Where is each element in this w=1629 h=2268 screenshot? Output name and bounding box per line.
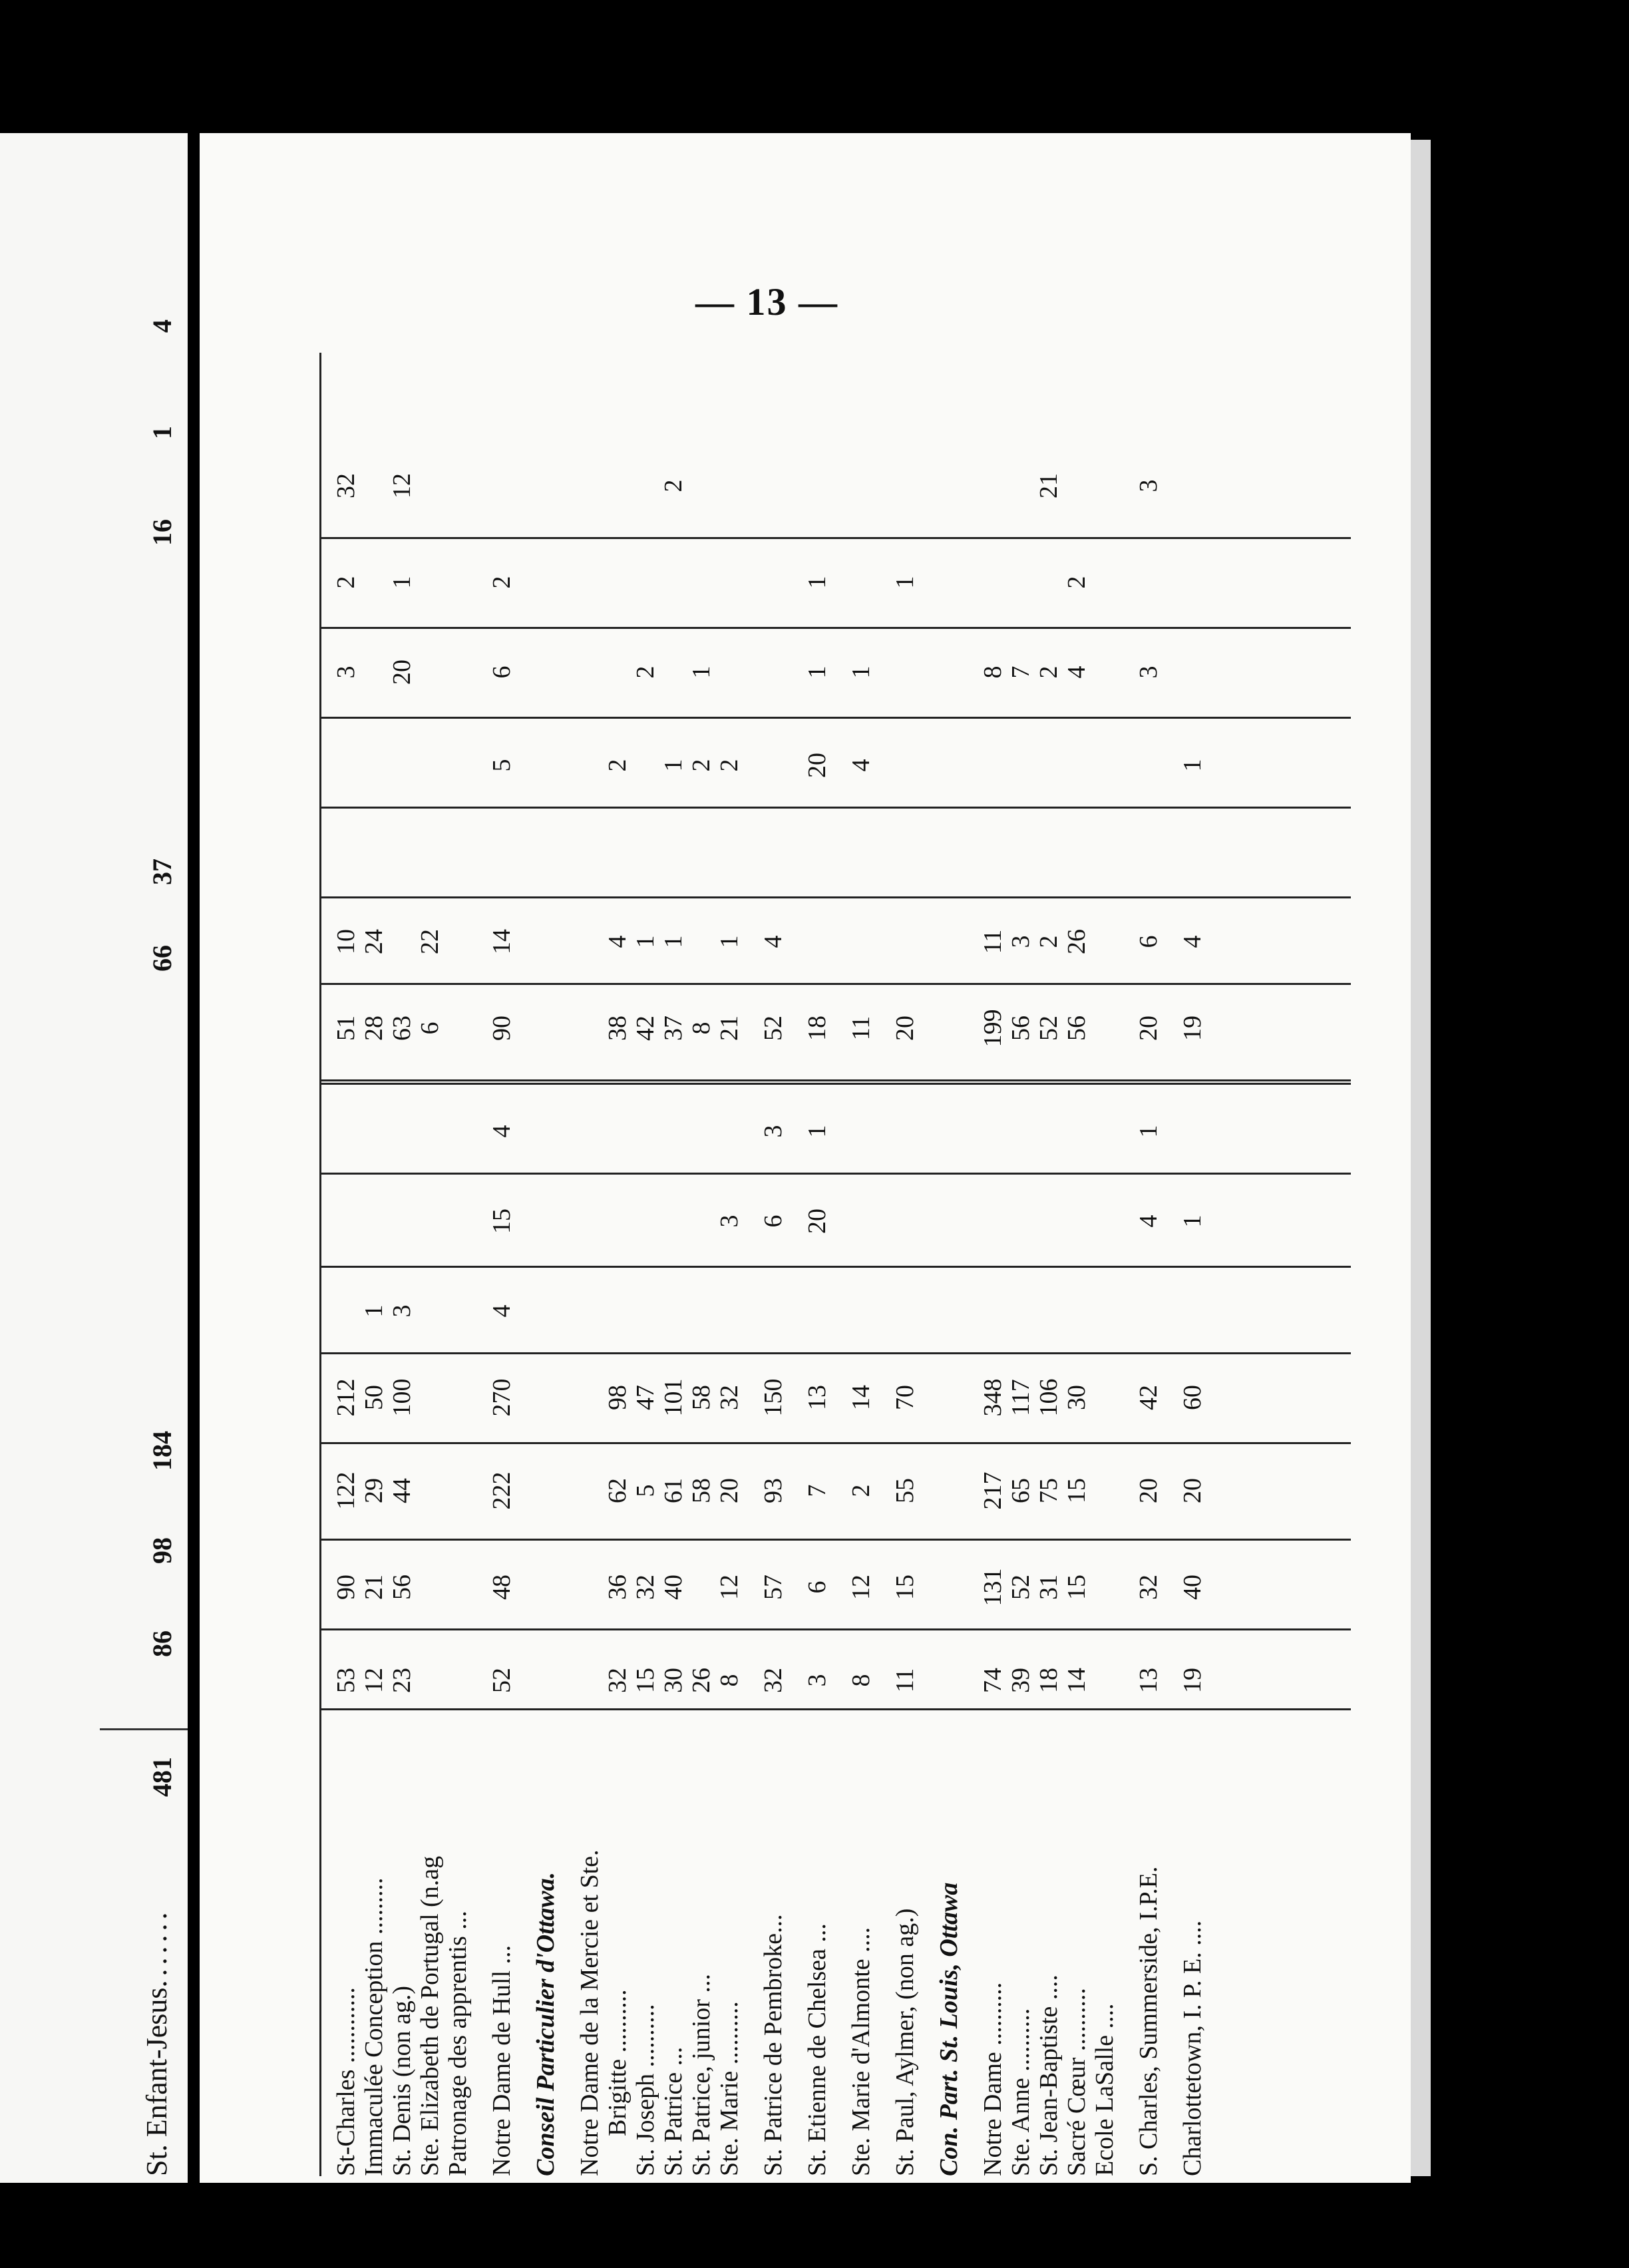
table-row	[980, 353, 1006, 2176]
table-cell: 28	[360, 1016, 388, 1041]
table-cell: 58	[687, 1385, 715, 1410]
table-cell: 52	[1035, 1016, 1063, 1041]
table-cell: 2	[632, 665, 659, 679]
table-cell: 32	[759, 1668, 787, 1693]
table-cell: 2	[715, 759, 743, 772]
table-cell: 20	[803, 1209, 831, 1234]
table-cell: 61	[659, 1478, 687, 1503]
row-label: Ste. Elizabeth de Portugal (n.ag	[416, 1855, 444, 2176]
table-cell: 12	[360, 1668, 388, 1693]
table-cell: 270	[488, 1378, 516, 1417]
table-cell: 12	[388, 473, 416, 498]
table-cell: 51	[332, 1016, 360, 1041]
table-cell: 6	[416, 1022, 444, 1035]
table-cell: 7	[1007, 665, 1035, 679]
table-cell: 8	[979, 665, 1007, 679]
table-row	[660, 353, 687, 2176]
table-cell: 55	[891, 1478, 919, 1503]
table-cell: 1	[659, 759, 687, 772]
table-cell: 56	[1063, 1016, 1091, 1041]
left-entry-label: St. Enfant-Jesus	[140, 1987, 173, 2176]
table-cell: 100	[388, 1378, 416, 1417]
table-cell: 58	[687, 1478, 715, 1503]
statistics-table	[319, 353, 1351, 2176]
section-header-row	[532, 353, 559, 2176]
row-label: Sacré Cœur ..........	[1063, 1988, 1091, 2176]
table-cell: 3	[803, 1674, 831, 1687]
table-cell: 75	[1035, 1478, 1063, 1503]
table-cell: 37	[659, 1016, 687, 1041]
table-cell: 32	[715, 1385, 743, 1410]
row-label: S. Charles, Summerside, I.P.E.	[1135, 1866, 1163, 2176]
row-label: Notre Dame de la Mercie et Ste.	[576, 1849, 604, 2176]
table-cell: 212	[332, 1378, 360, 1417]
table-cell: 1	[632, 935, 659, 948]
table-cell: 26	[1063, 929, 1091, 954]
table-cell: 1	[1178, 759, 1206, 772]
table-cell: 1	[687, 665, 715, 679]
table-cell: 42	[1135, 1385, 1163, 1410]
left-page-entry	[140, 1908, 174, 2176]
table-cell: 1	[388, 576, 416, 589]
table-cell: 20	[803, 753, 831, 778]
table-cell: 2	[659, 479, 687, 492]
table-cell: 4	[1063, 665, 1091, 679]
table-cell: 42	[632, 1016, 659, 1041]
table-cell: 8	[687, 1022, 715, 1035]
table-cell: 52	[1007, 1575, 1035, 1600]
table-row	[1035, 353, 1062, 2176]
table-cell: 90	[332, 1575, 360, 1600]
left-page-number: 1	[147, 426, 177, 439]
row-label: Immaculée Conception .........	[360, 1877, 388, 2176]
table-cell: 4	[759, 935, 787, 948]
table-cell: 47	[632, 1385, 659, 1410]
table-cell: 21	[715, 1016, 743, 1041]
table-cell: 14	[847, 1385, 875, 1410]
table-cell: 20	[891, 1016, 919, 1041]
table-cell: 24	[360, 929, 388, 954]
table-cell: 2	[1035, 935, 1063, 948]
left-page-number: 98	[147, 1537, 177, 1564]
table-cell: 23	[388, 1668, 416, 1693]
table-row	[1063, 353, 1090, 2176]
section-header-row	[936, 353, 962, 2176]
table-cell: 48	[488, 1575, 516, 1600]
table-cell: 4	[488, 1304, 516, 1318]
table-cell: 21	[360, 1575, 388, 1600]
table-cell: 14	[1063, 1668, 1091, 1693]
table-cell: 20	[1135, 1016, 1163, 1041]
left-page-number: 66	[147, 945, 177, 972]
table-cell: 60	[1178, 1385, 1206, 1410]
table-cell: 7	[803, 1484, 831, 1497]
table-cell: 3	[715, 1215, 743, 1228]
table-row	[333, 353, 359, 2176]
table-cell: 1	[659, 935, 687, 948]
table-row	[716, 353, 743, 2176]
table-cell: 40	[1178, 1575, 1206, 1600]
table-cell: 15	[1063, 1575, 1091, 1600]
table-cell: 5	[488, 759, 516, 772]
table-cell: 50	[360, 1385, 388, 1410]
table-cell: 44	[388, 1478, 416, 1503]
table-cell: 14	[488, 929, 516, 954]
table-cell: 217	[979, 1471, 1007, 1510]
table-row	[688, 353, 715, 2176]
statistics-table-body	[319, 353, 1351, 2176]
table-cell: 36	[604, 1575, 632, 1600]
table-cell: 2	[1035, 665, 1063, 679]
row-label: Notre Dame ..........	[979, 1982, 1007, 2176]
row-label: Ste. Marie d'Almonte ....	[847, 1927, 875, 2176]
table-row	[604, 353, 631, 2176]
table-top-rule	[319, 353, 321, 2176]
table-cell: 29	[360, 1478, 388, 1503]
table-row	[1091, 353, 1118, 2176]
table-cell: 3	[1007, 935, 1035, 948]
table-row	[1007, 353, 1034, 2176]
table-cell: 63	[388, 1016, 416, 1041]
table-cell: 2	[488, 576, 516, 589]
table-cell: 12	[847, 1575, 875, 1600]
row-label: Conseil Particulier d'Ottawa.	[532, 1871, 560, 2176]
row-label: Ste. Marie ..........	[715, 2001, 743, 2176]
table-cell: 4	[847, 759, 875, 772]
table-cell: 1	[1135, 1125, 1163, 1138]
table-cell: 6	[488, 665, 516, 679]
table-cell: 3	[1135, 479, 1163, 492]
table-cell: 19	[1178, 1668, 1206, 1693]
table-cell: 38	[604, 1016, 632, 1041]
table-cell: 62	[604, 1478, 632, 1503]
table-cell: 20	[1135, 1478, 1163, 1503]
table-row	[361, 353, 387, 2176]
table-cell: 18	[1035, 1668, 1063, 1693]
table-cell: 6	[759, 1215, 787, 1228]
table-cell: 1	[803, 665, 831, 679]
left-page-fragment	[0, 133, 188, 2183]
table-cell: 2	[687, 759, 715, 772]
table-cell: 11	[891, 1668, 919, 1693]
row-label: St. Denis (non ag.)	[388, 1985, 416, 2176]
table-cell: 3	[388, 1304, 416, 1318]
table-row	[576, 353, 603, 2176]
table-cell: 1	[803, 576, 831, 589]
table-cell: 15	[488, 1209, 516, 1234]
table-cell: 93	[759, 1478, 787, 1503]
left-page-rule	[100, 1728, 188, 1730]
table-cell: 18	[803, 1016, 831, 1041]
row-label: St. Joseph ..........	[632, 2004, 659, 2176]
table-cell: 20	[388, 660, 416, 685]
table-cell: 21	[1035, 473, 1063, 498]
table-cell: 222	[488, 1471, 516, 1510]
table-cell: 98	[604, 1385, 632, 1410]
table-cell: 15	[632, 1668, 659, 1693]
table-cell: 11	[979, 929, 1007, 954]
table-cell: 56	[388, 1575, 416, 1600]
row-label: Notre Dame de Hull ...	[488, 1945, 516, 2176]
table-row	[1135, 353, 1162, 2176]
table-cell: 1	[715, 935, 743, 948]
table-cell: 19	[1178, 1016, 1206, 1041]
table-row	[1179, 353, 1206, 2176]
table-cell: 30	[659, 1668, 687, 1693]
row-label: St. Patrice ...	[659, 2046, 687, 2176]
table-cell: 20	[715, 1478, 743, 1503]
row-label: St. Patrice, junior ...	[687, 1974, 715, 2176]
row-label: St. Paul, Aylmer, (non ag.)	[891, 1908, 919, 2176]
table-cell: 4	[488, 1125, 516, 1138]
table-cell: 4	[1178, 935, 1206, 948]
table-row	[848, 353, 874, 2176]
table-cell: 101	[659, 1378, 687, 1417]
table-cell: 3	[759, 1125, 787, 1138]
left-page-number: 86	[147, 1630, 177, 1657]
table-cell: 40	[659, 1575, 687, 1600]
table-cell: 10	[332, 929, 360, 954]
table-cell: 32	[604, 1668, 632, 1693]
table-cell: 15	[891, 1575, 919, 1600]
table-cell: 8	[715, 1674, 743, 1687]
table-cell: 3	[332, 665, 360, 679]
row-label: Ste. Anne ..........	[1007, 2008, 1035, 2176]
table-row	[488, 353, 515, 2176]
table-cell: 6	[803, 1581, 831, 1594]
table-cell: 5	[632, 1484, 659, 1497]
left-page-number: 184	[147, 1431, 177, 1471]
table-cell: 13	[803, 1385, 831, 1410]
table-cell: 348	[979, 1378, 1007, 1417]
table-cell: 2	[1063, 576, 1091, 589]
table-cell: 1	[803, 1125, 831, 1138]
table-cell: 74	[979, 1668, 1007, 1693]
row-label: Charlottetown, I. P. E. ....	[1178, 1920, 1206, 2176]
table-row	[892, 353, 918, 2176]
row-label: Con. Part. St. Louis, Ottawa	[935, 1882, 963, 2176]
page-edge	[1411, 140, 1431, 2176]
left-page-number: 16	[147, 519, 177, 546]
table-cell: 32	[332, 473, 360, 498]
table-cell: 3	[1135, 665, 1163, 679]
table-cell: 150	[759, 1378, 787, 1417]
table-cell: 65	[1007, 1478, 1035, 1503]
table-cell: 53	[332, 1668, 360, 1693]
table-cell: 13	[1135, 1668, 1163, 1693]
table-row	[632, 353, 659, 2176]
table-cell: 4	[1135, 1215, 1163, 1228]
table-cell: 1	[360, 1304, 388, 1318]
table-cell: 56	[1007, 1016, 1035, 1041]
table-row	[760, 353, 787, 2176]
left-page-number: 481	[147, 1757, 177, 1797]
table-cell: 12	[715, 1575, 743, 1600]
table-cell: 52	[488, 1668, 516, 1693]
table-cell: 90	[488, 1016, 516, 1041]
row-label: Brigitte ..........	[604, 1989, 632, 2136]
table-cell: 199	[979, 1009, 1007, 1047]
table-cell: 26	[687, 1668, 715, 1693]
table-cell: 57	[759, 1575, 787, 1600]
table-cell: 117	[1007, 1379, 1035, 1416]
table-cell: 22	[416, 929, 444, 954]
row-label: Patronage des apprentis ...	[444, 1911, 472, 2176]
page-number: — 13 —	[695, 280, 838, 323]
left-entry-dots: .......	[140, 1908, 173, 1988]
table-row	[804, 353, 830, 2176]
table-row	[417, 353, 443, 2176]
table-cell: 2	[332, 576, 360, 589]
table-cell: 131	[979, 1568, 1007, 1606]
table-cell: 70	[891, 1385, 919, 1410]
table-row	[389, 353, 415, 2176]
table-cell: 39	[1007, 1668, 1035, 1693]
table-cell: 6	[1135, 935, 1163, 948]
table-cell: 2	[604, 759, 632, 772]
table-row	[445, 353, 471, 2176]
row-label: St. Jean-Baptiste ....	[1035, 1975, 1063, 2176]
row-label: St-Charles ............	[332, 1987, 360, 2176]
table-cell: 8	[847, 1674, 875, 1687]
table-cell: 52	[759, 1016, 787, 1041]
table-cell: 1	[891, 576, 919, 589]
document-page	[200, 133, 1411, 2183]
row-label: St. Etienne de Chelsea ...	[803, 1923, 831, 2176]
table-cell: 31	[1035, 1575, 1063, 1600]
table-cell: 2	[847, 1484, 875, 1497]
table-cell: 20	[1178, 1478, 1206, 1503]
table-cell: 122	[332, 1471, 360, 1510]
table-cell: 1	[847, 665, 875, 679]
table-cell: 4	[604, 935, 632, 948]
left-page-number: 37	[147, 858, 177, 885]
left-page-number: 4	[147, 319, 177, 333]
table-cell: 1	[1178, 1215, 1206, 1228]
row-label: Ecole LaSalle ....	[1091, 2003, 1119, 2176]
table-cell: 30	[1063, 1385, 1091, 1410]
table-cell: 11	[847, 1016, 875, 1041]
table-cell: 15	[1063, 1478, 1091, 1503]
table-cell: 106	[1035, 1378, 1063, 1417]
table-cell: 32	[1135, 1575, 1163, 1600]
table-cell: 32	[632, 1575, 659, 1600]
row-label: St. Patrice de Pembroke...	[759, 1914, 787, 2176]
